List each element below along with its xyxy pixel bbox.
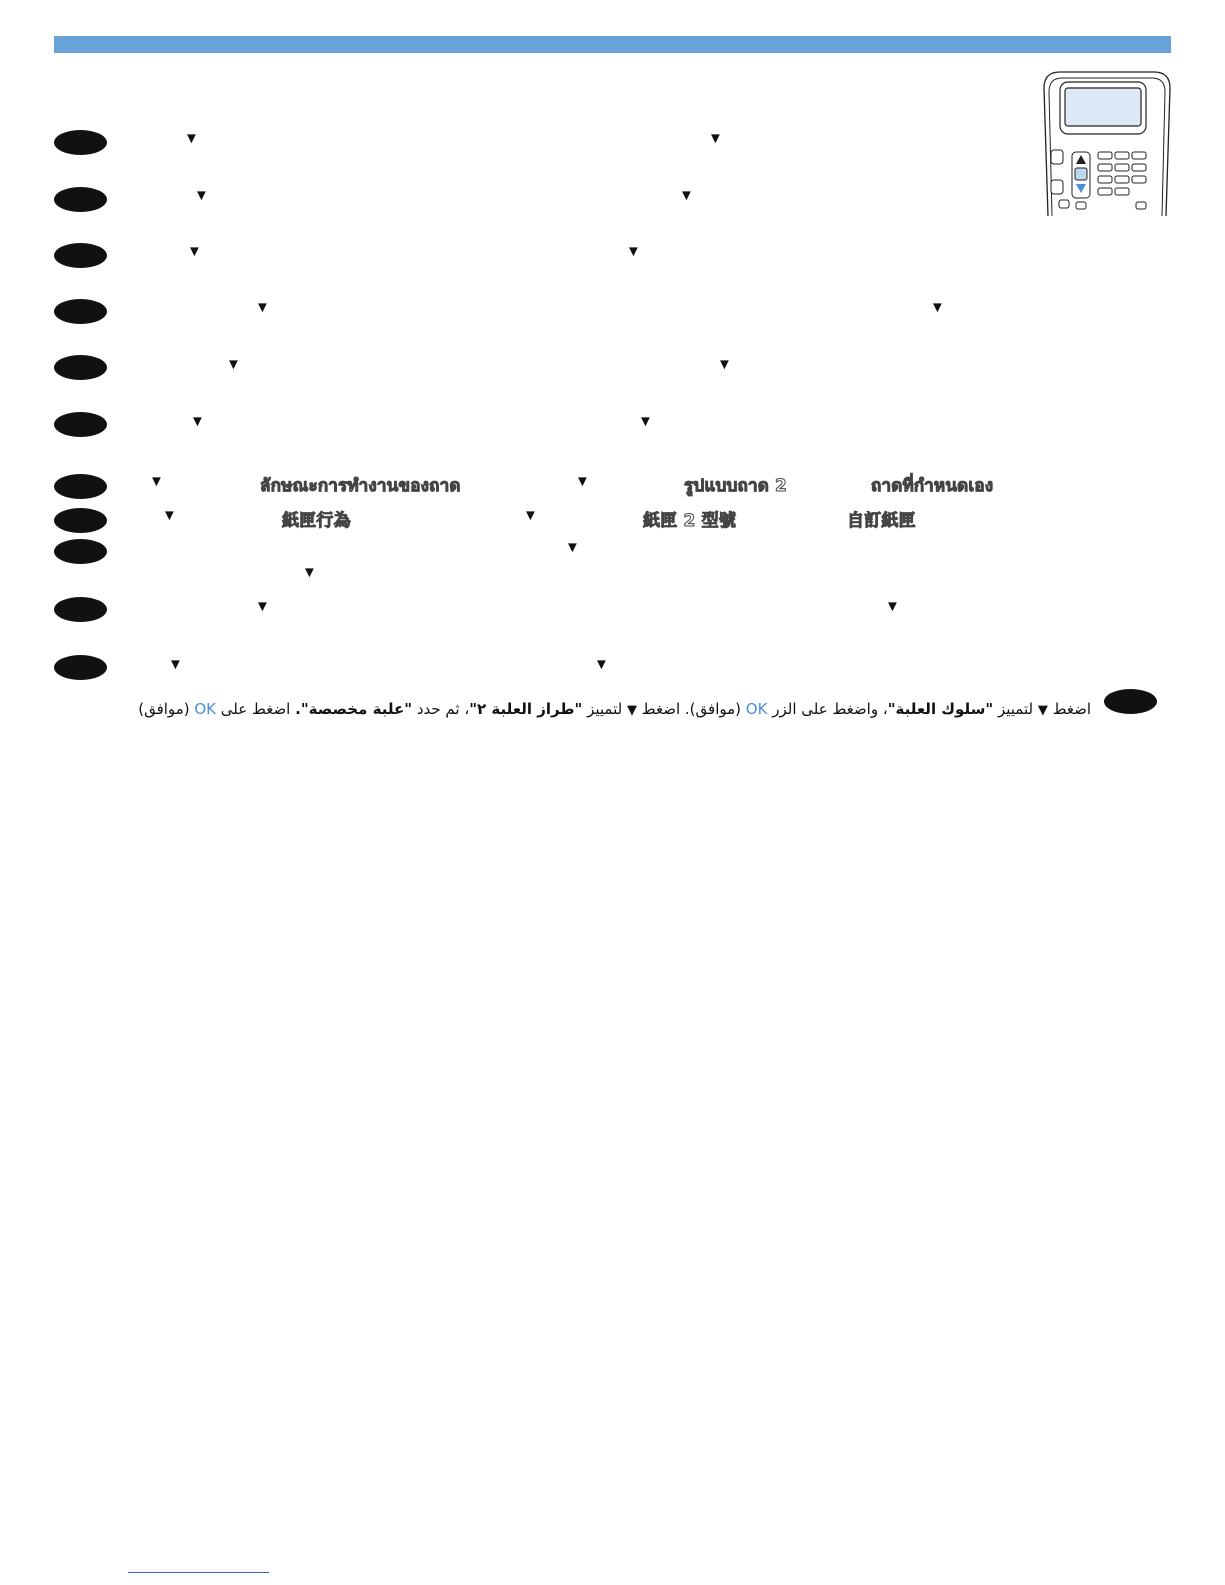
custom-tray-label-zh: 自訂紙匣 [847, 511, 916, 531]
language-badge [54, 508, 107, 533]
down-arrow-icon: ▼ [226, 356, 241, 373]
down-arrow-icon: ▼ [168, 656, 183, 673]
language-badge [54, 412, 107, 437]
tray-behavior-label-th: ลักษณะการทำงานของถาด [260, 476, 461, 496]
down-arrow-icon: ▼ [190, 413, 205, 430]
down-arrow-icon: ▼ [626, 243, 641, 260]
language-badge [54, 655, 107, 680]
down-arrow-icon: ▼ [184, 130, 199, 147]
ok-label: OK [745, 700, 768, 718]
ar-press-on: اضغط على [220, 700, 291, 718]
ar-tray2-model: "طراز العلبة ٢" [469, 700, 583, 718]
ar-and-press-button: ، واضغط على الزر [772, 700, 888, 718]
down-arrow-icon: ▼ [717, 356, 732, 373]
header-bar [54, 36, 1171, 53]
language-badge [54, 474, 107, 499]
tray2-model-label-th: รูปแบบถาด 2 [684, 476, 788, 496]
language-badge [54, 130, 107, 155]
ok-label: OK [194, 700, 216, 718]
down-arrow-icon: ▼ [708, 130, 723, 147]
language-badge [54, 597, 107, 622]
down-arrow-icon: ▼ [930, 299, 945, 316]
ar-to-highlight: لتمييز [997, 700, 1034, 718]
down-arrow-icon: ▼ [302, 564, 317, 581]
down-arrow-icon: ▼ [885, 598, 900, 615]
language-badge [1104, 689, 1157, 714]
down-arrow-icon: ▼ [162, 507, 177, 524]
language-badge [54, 187, 107, 212]
tray2-model-label-zh: 紙匣 2 型號 [643, 511, 737, 531]
control-panel-icon [1042, 68, 1172, 218]
ar-to-highlight2: لتمييز [587, 700, 623, 718]
down-arrow-icon: ▼ [255, 598, 270, 615]
custom-tray-label-th: ถาดที่กำหนดเอง [871, 476, 994, 496]
ar-press2: اضغط [641, 700, 681, 718]
down-arrow-icon: ▼ [626, 703, 637, 718]
language-badge [54, 299, 107, 324]
language-badge [54, 355, 107, 380]
down-arrow-icon: ▼ [255, 299, 270, 316]
down-arrow-icon: ▼ [1037, 703, 1048, 718]
ar-custom-tray: "علبة مخصصة". [295, 700, 413, 718]
down-arrow-icon: ▼ [679, 187, 694, 204]
ar-ok-paren2: (موافق) [138, 700, 190, 718]
down-arrow-icon: ▼ [565, 539, 580, 556]
tray-behavior-label-zh: 紙匣行為 [282, 511, 351, 531]
footer-rule [128, 1572, 269, 1573]
down-arrow-icon: ▼ [523, 507, 538, 524]
down-arrow-icon: ▼ [187, 243, 202, 260]
down-arrow-icon: ▼ [149, 473, 164, 490]
down-arrow-icon: ▼ [594, 656, 609, 673]
down-arrow-icon: ▼ [638, 413, 653, 430]
ar-tray-behavior: "سلوك العلبة" [887, 700, 994, 718]
ar-press: اضغط [1052, 700, 1091, 718]
down-arrow-icon: ▼ [575, 473, 590, 490]
language-badge [54, 539, 107, 564]
ar-ok-paren: (موافق). [684, 700, 742, 718]
arabic-instruction [138, 700, 1091, 718]
language-badge [54, 243, 107, 268]
ar-then-select: ، ثم حدد [416, 700, 470, 718]
down-arrow-icon: ▼ [194, 187, 209, 204]
